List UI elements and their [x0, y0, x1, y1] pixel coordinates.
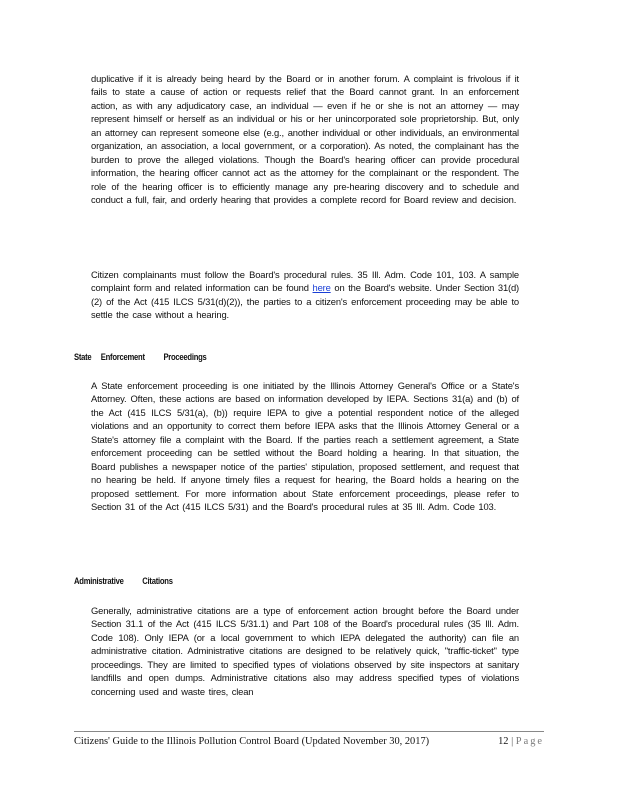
paragraph-text-end: on the Board's website. Under Section 31(d)(2) of the Act (415 ILCS 5/31(d)(2)), the parties to a citizen's enforcement proceeding may be able to settle the case without a hearing.: [91, 282, 520, 321]
sample-complaint-link[interactable]: here: [312, 282, 331, 294]
paragraph-text: [91, 268, 519, 322]
paragraph-administrative-citations: [91, 604, 519, 698]
paragraph-complaint-rules: [91, 72, 519, 207]
page-number: 12: [498, 736, 509, 747]
footer-divider: [74, 731, 544, 732]
footer-title: Citizens' Guide to the Illinois Pollution Control Board (Updated November 30, 2017): [74, 736, 430, 747]
section-heading-state-enforcement: State Enforcement Proceedings: [74, 352, 207, 362]
paragraph-text: A State enforcement proceeding is one initiated by the Illinois Attorney General's Office or a State's Attorney. Often, these actions are based on information developed by IEPA. Sections 31(a) and (b) of the Act (415 ILCS 5/31(a), (b)) require IEPA to give a potential respondent notice of the alleged violations and an opportunity to correct them before IEPA asks that the Illinois Attorney General or a State's attorney file a complaint with the Board. If the parties reach a settlement agreement, a State enforcement proceeding can be settled without the Board holding a hearing. In that situation, the Board publishes a newspaper notice of the parties' stipulation, proposed settlement, and request that no hearing be held. If anyone timely files a request for hearing, the Board holds a hearing on the proposed settlement. For more information about State enforcement proceedings, please refer to Section 31 of the Act (415 ILCS 5/31) and the Board's procedural rules at 35 Ill. Adm. Code 103.: [91, 380, 519, 513]
paragraph-text: duplicative if it is already being heard by the Board or in another forum. A complaint is frivolous if it fails to state a cause of action or requests relief that the Board cannot grant. In an enforcement action, as with any adjudicatory case, an individual — even if he or she is not an attorney — may represent himself or herself as an individual or his or her unincorporated sole proprietorship. But, only an attorney can represent someone else (e.g., another individual or other individuals, an environmental organization, an association, a local government, or a corporation). As noted, the complainant has the burden to prove the alleged violations. Though the Board's hearing officer can provide procedural information, the hearing officer cannot act as the attorney for the complainant or the respondent. The role of the hearing officer is to efficiently manage any pre-hearing discovery and to schedule and conduct a full, fair, and orderly hearing that provides a complete record for Board review and decision.: [91, 73, 519, 206]
paragraph-citizen-complainants: [91, 268, 519, 322]
page-footer: [74, 736, 544, 747]
paragraph-text-start: Citizen complainants must follow the Board's procedural rules. 35 Ill. Adm. Code 101, 103. A sample complaint form and related information can be found: [91, 269, 519, 294]
section-heading-administrative-citations: Administrative Citations: [74, 576, 173, 586]
paragraph-state-enforcement: [91, 379, 519, 514]
paragraph-text: Generally, administrative citations are a type of enforcement action brought before the Board under Section 31.1 of the Act (415 ILCS 5/31.1) and Part 108 of the Board's procedural rules (35 Ill. Adm. Code 108). Only IEPA (or a local government to which IEPA delegated the authority) can file an administrative citation. Administrative citations are designed to be relatively quick, "traffic-ticket" type proceedings. They are limited to specified types of violations observed by site inspectors at sanitary landfills and open dumps. Administrative citations also may address specified types of violations concerning used and waste tires, clean: [91, 605, 519, 697]
page-indicator: [498, 736, 544, 747]
page-label: Page: [515, 736, 544, 747]
page-separator: |: [511, 736, 514, 747]
